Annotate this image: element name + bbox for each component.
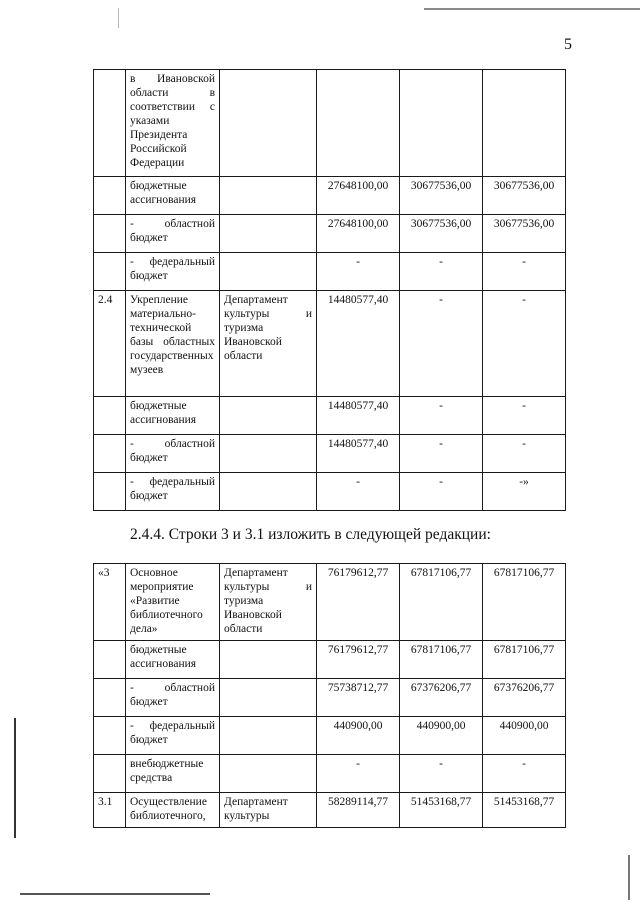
row-year1 <box>317 70 400 177</box>
row-executor <box>220 435 317 473</box>
row-year3: 67817106,77 <box>483 641 566 679</box>
row-executor: Департамент культуры <box>220 793 317 828</box>
row-name: бюджетные ассигнования <box>126 397 220 435</box>
table-row <box>94 70 566 177</box>
row-year3: - <box>483 755 566 793</box>
row-year1: 14480577,40 <box>317 397 400 435</box>
row-year3: 440900,00 <box>483 717 566 755</box>
row-code <box>94 177 126 215</box>
row-year1: 76179612,77 <box>317 564 400 641</box>
scan-artifact-bottom-right <box>628 855 630 900</box>
row-code: 3.1 <box>94 793 126 828</box>
page-number: 5 <box>564 36 572 53</box>
row-name: - федеральный бюджет <box>126 717 220 755</box>
table-row <box>94 397 566 435</box>
row-code <box>94 641 126 679</box>
row-executor <box>220 679 317 717</box>
row-year2: - <box>400 253 483 291</box>
row-year1: 440900,00 <box>317 717 400 755</box>
row-executor <box>220 215 317 253</box>
row-year1: 27648100,00 <box>317 215 400 253</box>
row-code <box>94 435 126 473</box>
scan-artifact-bottom <box>20 893 210 895</box>
row-year2 <box>400 70 483 177</box>
row-year1: - <box>317 253 400 291</box>
row-year3: 67817106,77 <box>483 564 566 641</box>
row-year3: - <box>483 397 566 435</box>
funding-table-top <box>93 69 566 511</box>
row-year1: 76179612,77 <box>317 641 400 679</box>
row-year1: - <box>317 473 400 511</box>
row-year3: - <box>483 253 566 291</box>
row-name: - областной бюджет <box>126 215 220 253</box>
row-year3: -» <box>483 473 566 511</box>
row-year2: 67376206,77 <box>400 679 483 717</box>
section-heading: 2.4.4. Строки 3 и 3.1 изложить в следующей редакции: <box>130 526 491 543</box>
row-year2: 440900,00 <box>400 717 483 755</box>
table-row <box>94 253 566 291</box>
row-name: бюджетные ассигнования <box>126 641 220 679</box>
row-year2: - <box>400 435 483 473</box>
table-row <box>94 755 566 793</box>
row-name: внебюджетные средства <box>126 755 220 793</box>
row-year3 <box>483 70 566 177</box>
row-executor <box>220 177 317 215</box>
row-year2: - <box>400 397 483 435</box>
row-year2: 67817106,77 <box>400 564 483 641</box>
row-year3: 30677536,00 <box>483 177 566 215</box>
row-year3: 30677536,00 <box>483 215 566 253</box>
row-year1: 27648100,00 <box>317 177 400 215</box>
row-year2: - <box>400 473 483 511</box>
row-executor <box>220 70 317 177</box>
row-year3: 67376206,77 <box>483 679 566 717</box>
row-year1: - <box>317 755 400 793</box>
table-row <box>94 679 566 717</box>
row-code <box>94 473 126 511</box>
row-name: Укрепление материально-технической базы областных государственных музеев <box>126 291 220 397</box>
table-row <box>94 215 566 253</box>
row-year3: 51453168,77 <box>483 793 566 828</box>
row-code: «3 <box>94 564 126 641</box>
row-name: - областной бюджет <box>126 435 220 473</box>
table-row <box>94 793 566 828</box>
row-code <box>94 215 126 253</box>
table-row <box>94 177 566 215</box>
row-executor <box>220 641 317 679</box>
row-year2: 30677536,00 <box>400 177 483 215</box>
row-year3: - <box>483 435 566 473</box>
table-row <box>94 641 566 679</box>
row-executor: Департамент культуры и туризма Ивановской области <box>220 564 317 641</box>
row-year2: - <box>400 755 483 793</box>
row-executor <box>220 755 317 793</box>
row-name: Осуществление библиотечного, <box>126 793 220 828</box>
table-row <box>94 291 566 397</box>
table-row <box>94 435 566 473</box>
row-year2: 51453168,77 <box>400 793 483 828</box>
row-code <box>94 755 126 793</box>
row-name: - областной бюджет <box>126 679 220 717</box>
row-year1: 14480577,40 <box>317 435 400 473</box>
row-code <box>94 679 126 717</box>
row-name: бюджетные ассигнования <box>126 177 220 215</box>
scan-artifact-top <box>424 8 640 10</box>
scan-artifact-top-left <box>118 8 119 28</box>
row-year2: - <box>400 291 483 397</box>
row-executor <box>220 473 317 511</box>
row-year1: 14480577,40 <box>317 291 400 397</box>
row-year3: - <box>483 291 566 397</box>
row-code <box>94 717 126 755</box>
row-year2: 30677536,00 <box>400 215 483 253</box>
table-row <box>94 717 566 755</box>
row-code <box>94 253 126 291</box>
row-year1: 58289114,77 <box>317 793 400 828</box>
funding-table-bottom <box>93 563 566 828</box>
row-executor <box>220 717 317 755</box>
row-year1: 75738712,77 <box>317 679 400 717</box>
row-year2: 67817106,77 <box>400 641 483 679</box>
row-name: Основное мероприятие «Развитие библиотечного дела» <box>126 564 220 641</box>
row-executor <box>220 397 317 435</box>
row-name: - федеральный бюджет <box>126 473 220 511</box>
table-row <box>94 564 566 641</box>
row-code: 2.4 <box>94 291 126 397</box>
row-name: - федеральный бюджет <box>126 253 220 291</box>
row-code <box>94 397 126 435</box>
row-code <box>94 70 126 177</box>
row-executor: Департамент культуры и туризма Ивановской области <box>220 291 317 397</box>
row-executor <box>220 253 317 291</box>
scan-artifact-left-margin <box>14 718 16 838</box>
table-row <box>94 473 566 511</box>
row-name: в Ивановской области в соответствии с указами Президента Российской Федерации <box>126 70 220 177</box>
